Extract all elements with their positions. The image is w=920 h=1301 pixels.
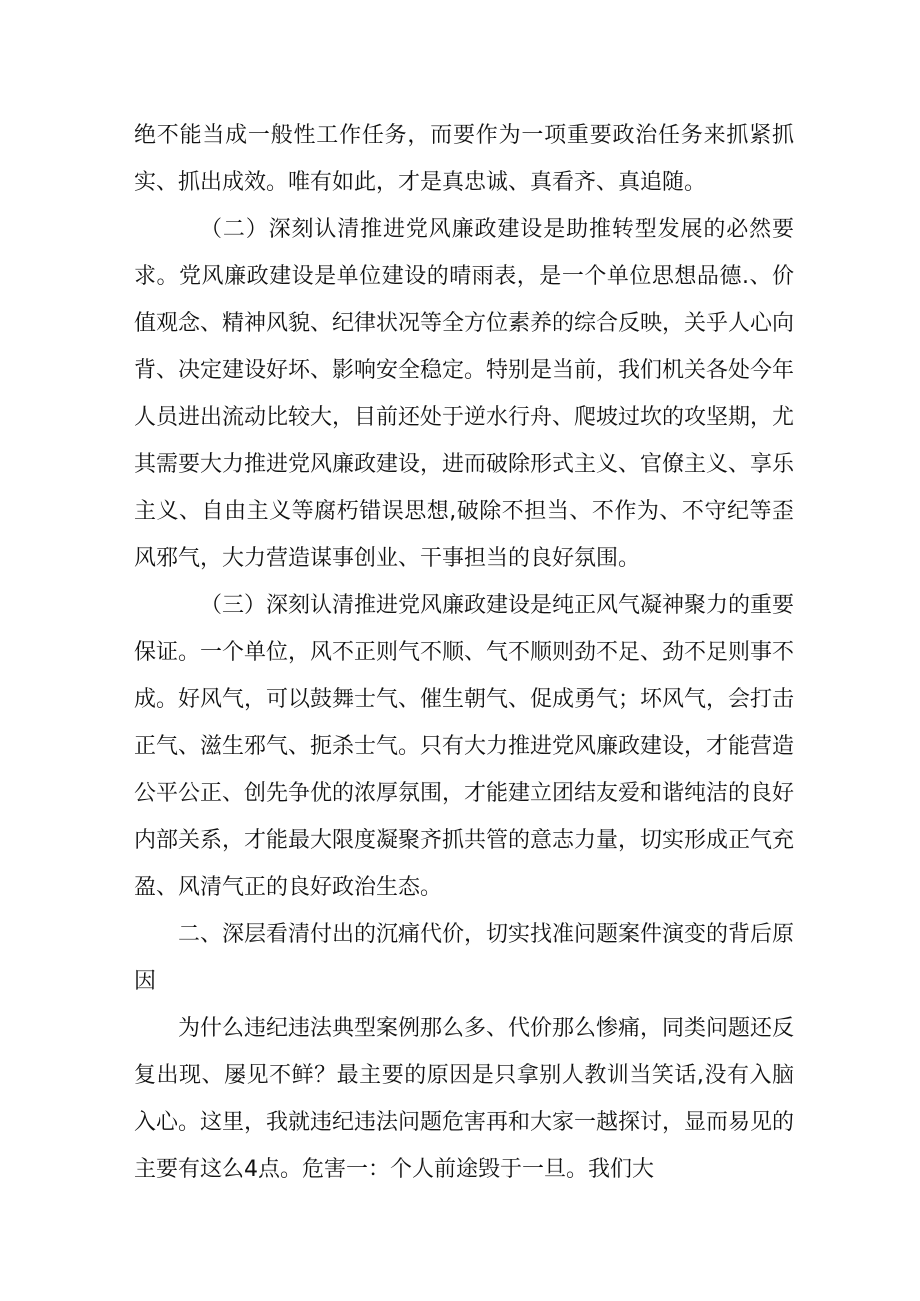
paragraph-section-two: （二）深刻认清推进党风廉政建设是助推转型发展的必然要求。党风廉政建设是单位建设的晴雨表，是一个单位思想品德.、价值观念、精神风貌、纪律状况等全方位素养的综合反映，关乎人心向背、决定建设好坏、影响安全稳定。特别是当前，我们机关各处今年人员进出流动比较大，目前还处于逆水行舟、爬坡过坎的攻坚期，尤其需要大力推进党风廉政建设，进而破除形式主义、官僚主义、享乐主义、自由主义等腐朽错误思想,破除不担当、不作为、不守纪等歪风邪气，大力营造谋事创业、干事担当的良好氛围。 [134,217,795,571]
section-heading-two: 二、深层看清付出的沉痛代价，切实找准问题案件演变的背后原因 [134,922,795,994]
document-body [134,112,794,1193]
paragraph-section-three: （三）深刻认清推进党风廉政建设是纯正风气凝神聚力的重要保证。一个单位，风不正则气不顺、气不顺则劲不足、劲不足则事不成。好风气，可以鼓舞士气、催生朝气、促成勇气；坏风气，会打击正气、滋生邪气、扼杀士气。只有大力推进党风廉政建设，才能营造公平公正、创先争优的浓厚氛围，才能建立团结友爱和谐纯洁的良好内部关系，才能最大限度凝聚齐抓共管的意志力量，切实形成正气充盈、风清气正的良好政治生态。 [134,593,795,900]
paragraph-why: 为什么违纪违法典型案例那么多、代价那么惨痛，同类问题还反复出现、屡见不鲜？最主要的原因是只拿别人教训当笑话,没有入脑入心。这里，我就违纪违法问题危害再和大家一越探讨，显而易见的主要有这么4点。危害一：个人前途毁于一旦。我们大 [134,1016,795,1182]
paragraph-continued: 绝不能当成一般性工作任务，而要作为一项重要政治任务来抓紧抓实、抓出成效。唯有如此，才是真忠诚、真看齐、真追随。 [134,123,794,195]
